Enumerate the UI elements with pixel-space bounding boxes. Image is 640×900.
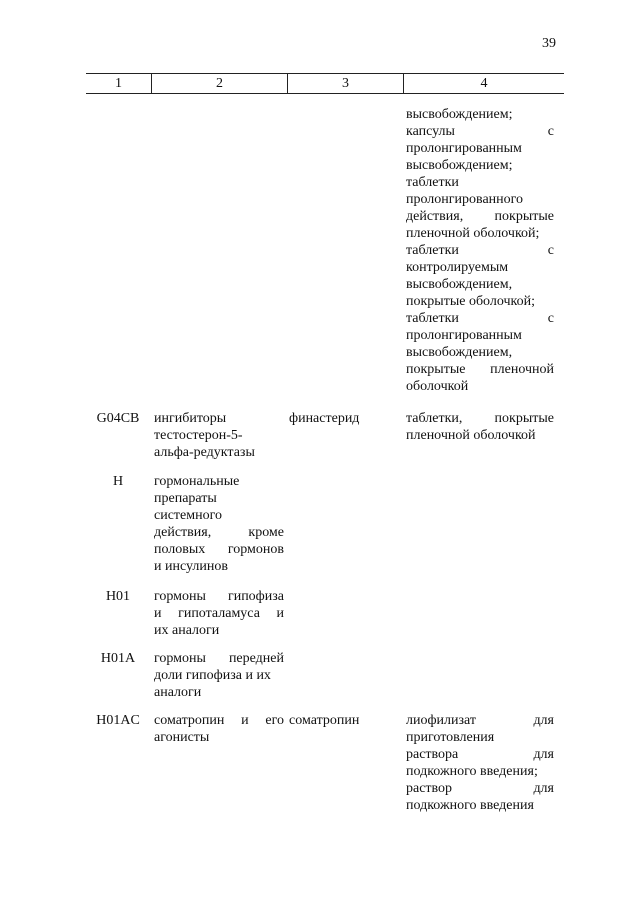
word: и (154, 606, 162, 621)
word: таблетки (406, 311, 459, 326)
text-line: пролонгированного (406, 192, 524, 207)
dosage-forms (406, 410, 554, 444)
text-line (406, 310, 554, 327)
text-line (406, 208, 554, 225)
word: покрытые (494, 209, 554, 224)
word: гормонов (227, 542, 284, 557)
word: действия, (154, 525, 212, 540)
text-line: подкожного введения (406, 798, 534, 813)
word: для (533, 747, 554, 762)
drug-name: финастерид (289, 411, 360, 426)
word: и (241, 713, 249, 728)
text-line: пролонгированным (406, 328, 522, 343)
text-line: таблетки (406, 175, 459, 190)
text-line (154, 650, 284, 667)
column-header-4: 4 (403, 74, 564, 93)
word: гормоны (154, 651, 206, 666)
atc-code: H (112, 474, 124, 489)
group-name (154, 712, 284, 746)
text-line: контролируемым (406, 260, 509, 275)
text-line (406, 410, 554, 427)
text-line: пленочной оболочкой (406, 428, 536, 443)
text-line: тестостерон-5- (154, 428, 243, 443)
text-line: препараты (154, 491, 217, 506)
text-line (154, 524, 284, 541)
text-line: ингибиторы (154, 411, 227, 426)
text-line: высвобождением, (406, 277, 513, 292)
word: таблетки, (406, 411, 463, 426)
text-line (406, 242, 554, 259)
word: раствора (406, 747, 459, 762)
word: для (533, 781, 554, 796)
page-number: 39 (542, 36, 556, 51)
column-header-1: 1 (115, 76, 122, 91)
group-name (154, 588, 284, 639)
word: соматропин (154, 713, 225, 728)
text-line: покрытые оболочкой; (406, 294, 536, 309)
table-header (86, 73, 564, 94)
text-line: альфа-редуктазы (154, 445, 255, 460)
word: капсулы (406, 124, 455, 139)
word: гормоны (154, 589, 206, 604)
word: покрытые (494, 411, 554, 426)
word: с (547, 311, 554, 326)
text-line: пленочной оболочкой; (406, 226, 540, 241)
text-line (406, 780, 554, 797)
continued-dosage-forms (406, 106, 554, 395)
group-name (154, 650, 284, 701)
text-line: агонисты (154, 730, 210, 745)
word: лиофилизат (406, 713, 477, 728)
word: с (547, 243, 554, 258)
word: действия, (406, 209, 464, 224)
text-line (154, 541, 284, 558)
text-line: аналоги (154, 685, 202, 700)
column-header-3: 3 (287, 74, 403, 93)
text-line (154, 712, 284, 729)
text-line: высвобождением, (406, 345, 513, 360)
text-line: подкожного введения; (406, 764, 538, 779)
text-line: системного (154, 508, 222, 523)
text-line (154, 588, 284, 605)
atc-code: H01AC (96, 713, 140, 728)
text-line (406, 361, 554, 378)
text-line (154, 605, 284, 622)
word: его (265, 713, 284, 728)
dosage-forms (406, 712, 554, 814)
atc-code: H01 (105, 589, 131, 604)
text-line: высвобождением; (406, 158, 513, 173)
text-line (406, 712, 554, 729)
word: кроме (248, 525, 284, 540)
column-header-2: 2 (151, 74, 287, 93)
word: таблетки (406, 243, 459, 258)
text-line: приготовления (406, 730, 495, 745)
word: гипоталамуса (178, 606, 260, 621)
word: половых (154, 542, 206, 557)
atc-code: H01A (100, 651, 136, 666)
group-name (154, 410, 284, 461)
text-line: их аналоги (154, 623, 220, 638)
word: передней (228, 651, 284, 666)
text-line: оболочкой (406, 379, 469, 394)
drug-name: соматропин (289, 713, 360, 728)
word: пленочной (490, 362, 554, 377)
word: и (276, 606, 284, 621)
text-line (406, 123, 554, 140)
word: гипофиза (227, 589, 284, 604)
text-line: пролонгированным (406, 141, 522, 156)
text-line (406, 746, 554, 763)
word: для (533, 713, 554, 728)
text-line: высвобождением; (406, 107, 513, 122)
word: раствор (406, 781, 453, 796)
group-name (154, 473, 284, 575)
word: с (547, 124, 554, 139)
text-line: и инсулинов (154, 559, 228, 574)
atc-code: G04CB (96, 411, 140, 426)
text-line: доли гипофиза и их (154, 668, 271, 683)
word: покрытые (406, 362, 466, 377)
text-line: гормональные (154, 474, 240, 489)
